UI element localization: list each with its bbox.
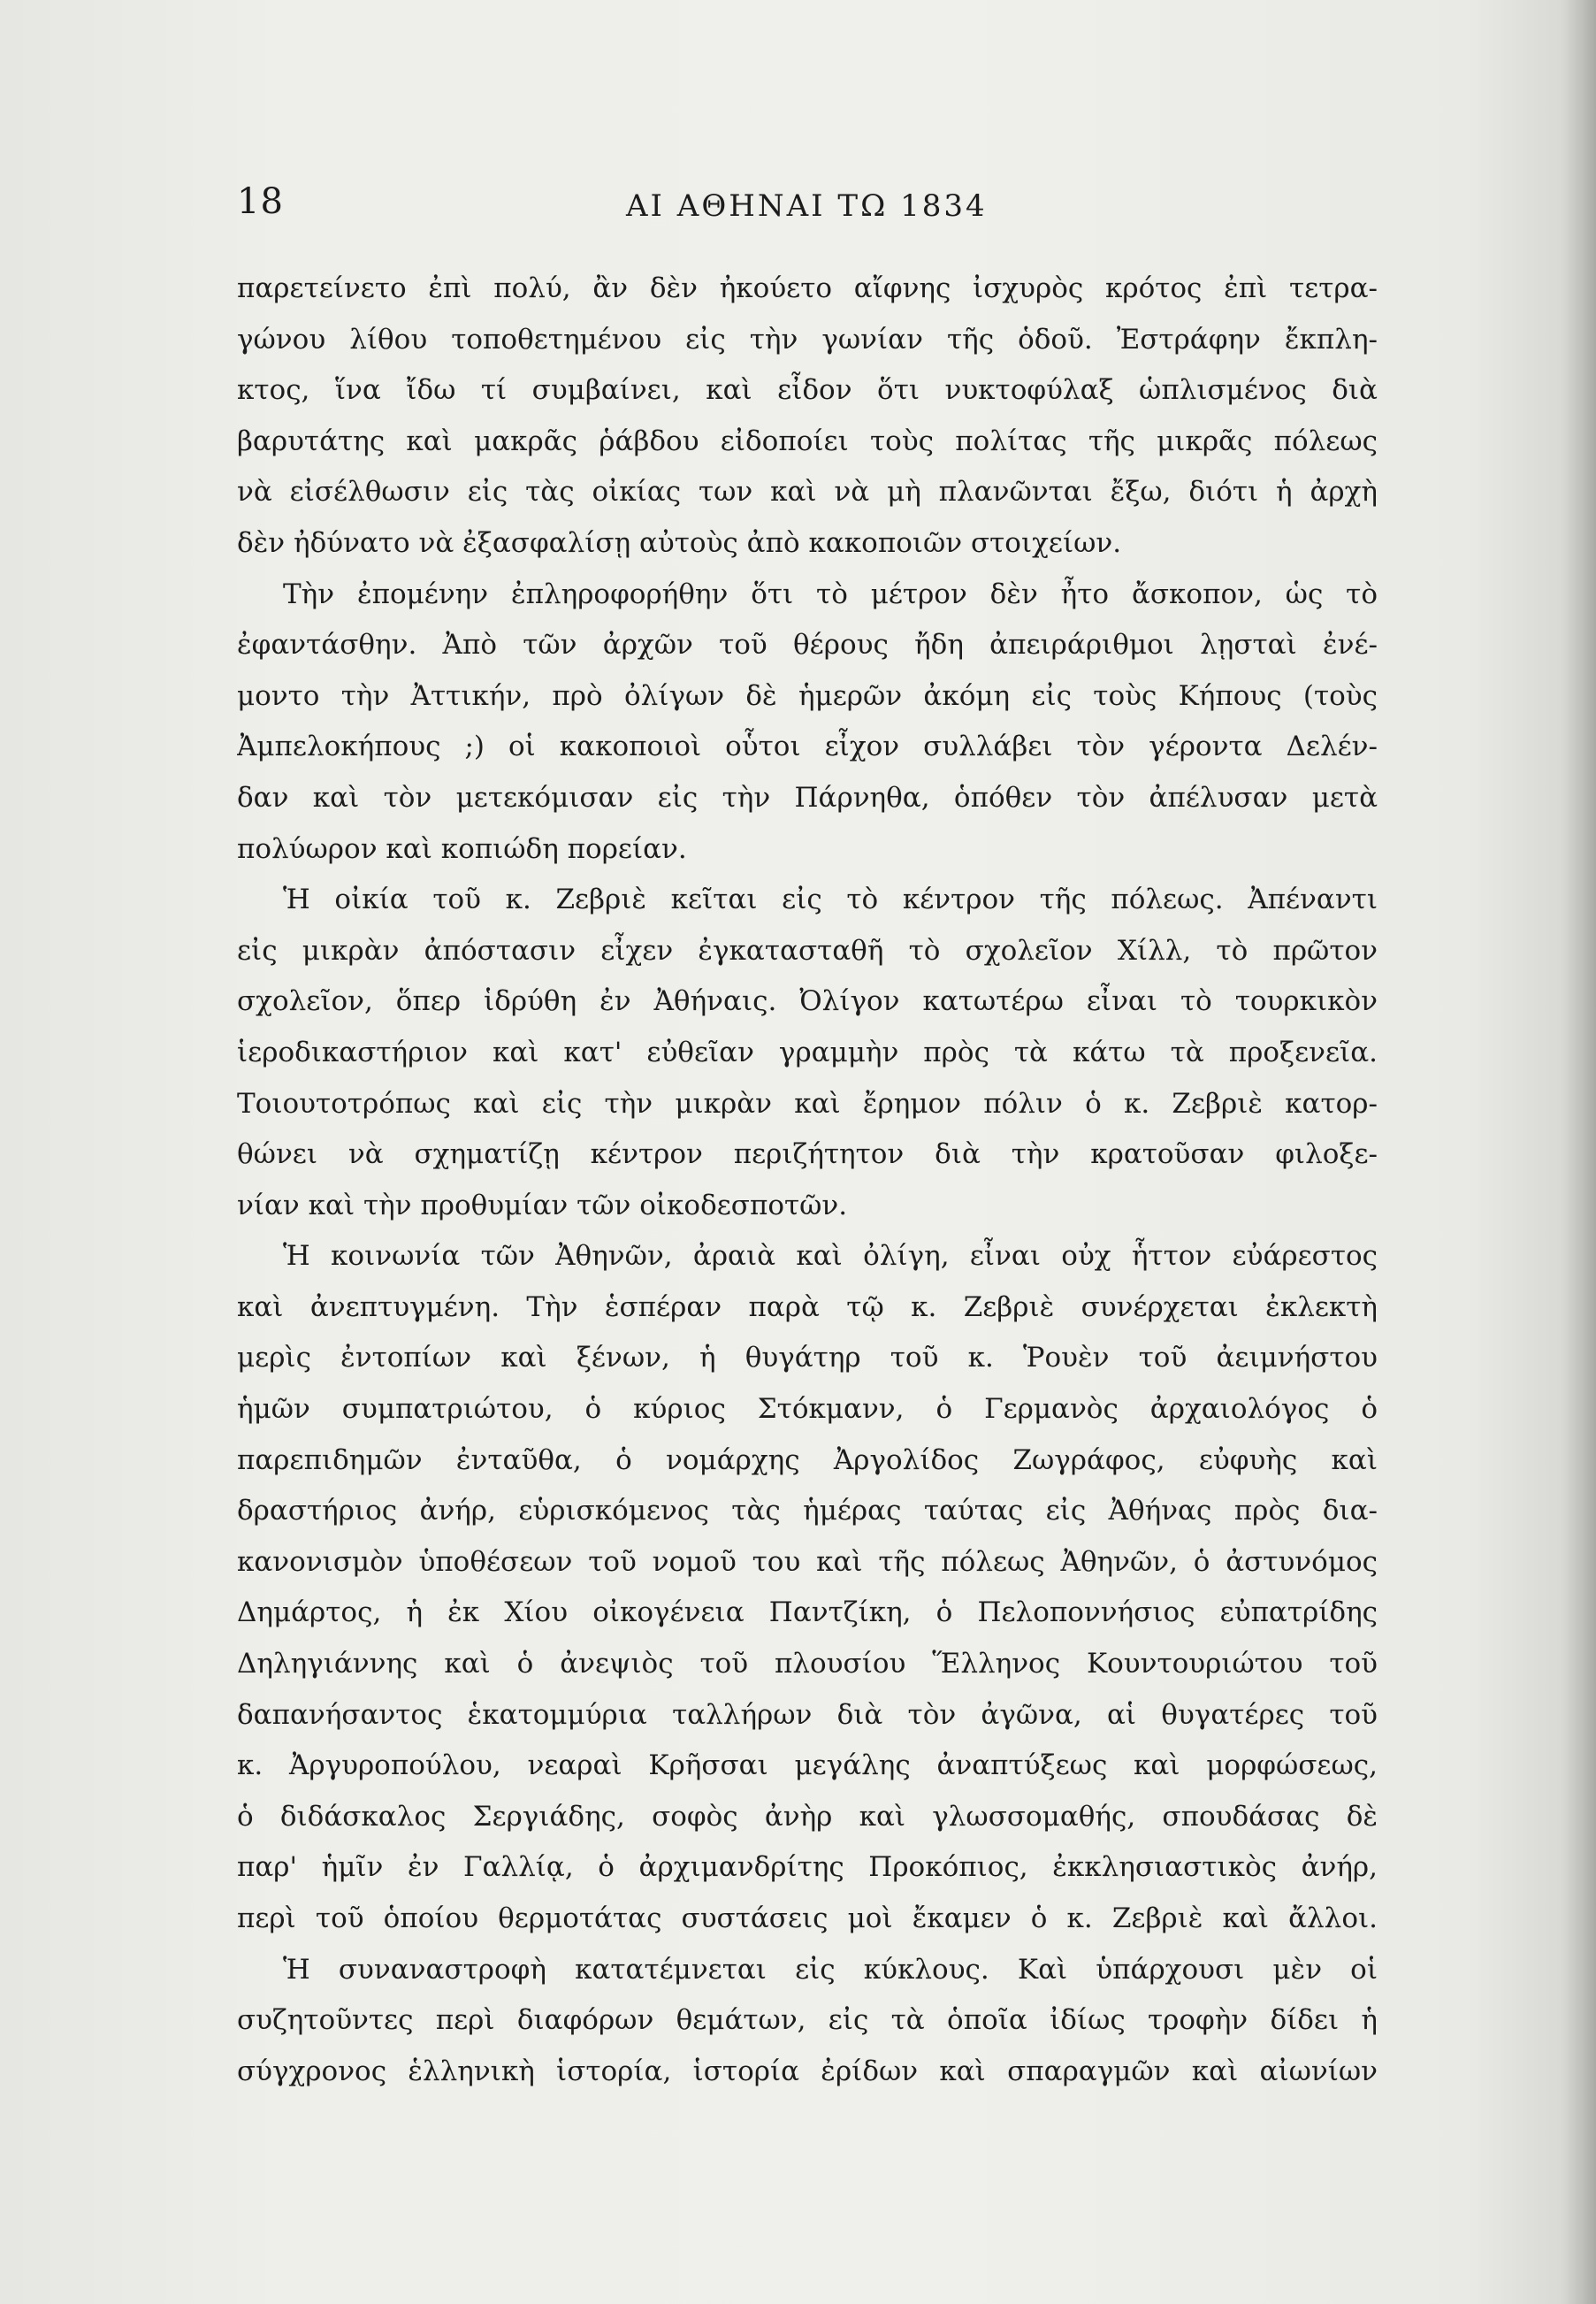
- page-number: 18: [237, 181, 284, 222]
- text-line: μερὶς ἐντοπίων καὶ ξένων, ἡ θυγάτηρ τοῦ κ. Ῥουὲν τοῦ ἀειμνήστου: [237, 1342, 1378, 1374]
- text-line: κ. Ἀργυροπούλου, νεαραὶ Κρῆσσαι μεγάλης ἀναπτύξεως καὶ μορφώσεως,: [237, 1749, 1378, 1782]
- text-line: περὶ τοῦ ὁποίου θερμοτάτας συστάσεις μοὶ ἔκαμεν ὁ κ. Ζεβριὲ καὶ ἄλλοι.: [237, 1902, 1378, 1934]
- text-line: κανονισμὸν ὑποθέσεων τοῦ νομοῦ του καὶ τῆς πόλεως Ἀθηνῶν, ὁ ἀστυνόμος: [237, 1545, 1378, 1578]
- text-line: γώνου λίθου τοποθετημένου εἰς τὴν γωνίαν τῆς ὁδοῦ. Ἐστράφην ἔκπλη-: [237, 323, 1378, 356]
- text-line: Ἡ συναναστροφὴ κατατέμνεται εἰς κύκλους. Καὶ ὑπάρχουσι μὲν οἱ: [283, 1953, 1378, 1986]
- text-line: δαν καὶ τὸν μετεκόμισαν εἰς τὴν Πάρνηθα, ὁπόθεν τὸν ἀπέλυσαν μετὰ: [237, 781, 1378, 814]
- text-line: Ἀμπελοκήπους ;) οἱ κακοποιοὶ οὗτοι εἶχον συλλάβει τὸν γέροντα Δελέν-: [237, 731, 1378, 763]
- text-line: συζητοῦντες περὶ διαφόρων θεμάτων, εἰς τὰ ὁποῖα ἰδίως τροφὴν δίδει ἡ: [237, 2004, 1378, 2037]
- text-line: ἡμῶν συμπατριώτου, ὁ κύριος Στόκμανν, ὁ Γερμανὸς ἀρχαιολόγος ὁ: [237, 1393, 1378, 1426]
- text-line: Ἡ οἰκία τοῦ κ. Ζεβριὲ κεῖται εἰς τὸ κέντρον τῆς πόλεως. Ἀπέναντι: [283, 884, 1378, 916]
- text-line: καὶ ἀνεπτυγμένη. Τὴν ἑσπέραν παρὰ τῷ κ. Ζεβριὲ συνέρχεται ἐκλεκτὴ: [237, 1290, 1378, 1323]
- binding-shadow: [1561, 0, 1596, 2304]
- text-line: δραστήριος ἀνήρ, εὑρισκόμενος τὰς ἡμέρας ταύτας εἰς Ἀθήνας πρὸς δια-: [237, 1495, 1378, 1527]
- text-line: Δηληγιάννης καὶ ὁ ἀνεψιὸς τοῦ πλουσίου Ἕλληνος Κουντουριώτου τοῦ: [237, 1648, 1378, 1680]
- running-title: ΑΙ ΑΘΗΝΑΙ ΤΩ 1834: [626, 188, 988, 224]
- text-line: μοντο τὴν Ἀττικήν, πρὸ ὀλίγων δὲ ἡμερῶν ἀκόμη εἰς τοὺς Κήπους (τοὺς: [237, 679, 1378, 712]
- text-line: κτος, ἵνα ἴδω τί συμβαίνει, καὶ εἶδον ὅτι νυκτοφύλαξ ὡπλισμένος διὰ: [237, 374, 1378, 407]
- text-line: δὲν ἠδύνατο νὰ ἐξασφαλίσῃ αὐτοὺς ἀπὸ κακοποιῶν στοιχείων.: [237, 526, 1122, 559]
- text-line: εἰς μικρὰν ἀπόστασιν εἶχεν ἐγκατασταθῆ τὸ σχολεῖον Χίλλ, τὸ πρῶτον: [237, 934, 1378, 967]
- text-line: σχολεῖον, ὅπερ ἱδρύθη ἐν Ἀθήναις. Ὀλίγον κατωτέρω εἶναι τὸ τουρκικὸν: [237, 985, 1378, 1018]
- text-line: Ἡ κοινωνία τῶν Ἀθηνῶν, ἀραιὰ καὶ ὀλίγη, εἶναι οὐχ ἧττον εὐάρεστος: [283, 1240, 1378, 1273]
- text-line: ἐφαντάσθην. Ἀπὸ τῶν ἀρχῶν τοῦ θέρους ἤδη ἀπειράριθμοι λῃσταὶ ἐνέ-: [237, 629, 1378, 662]
- text-line: παρετείνετο ἐπὶ πολύ, ἂν δὲν ἠκούετο αἴφνης ἰσχυρὸς κρότος ἐπὶ τετρα-: [237, 272, 1378, 304]
- text-line: βαρυτάτης καὶ μακρᾶς ῥάβδου εἰδοποίει τοὺς πολίτας τῆς μικρᾶς πόλεως: [237, 425, 1378, 457]
- text-line: Τοιουτοτρόπως καὶ εἰς τὴν μικρὰν καὶ ἔρημον πόλιν ὁ κ. Ζεβριὲ κατορ-: [237, 1087, 1378, 1120]
- text-line: θώνει νὰ σχηματίζῃ κέντρον περιζήτητον διὰ τὴν κρατοῦσαν φιλοξε-: [237, 1138, 1378, 1171]
- text-line: παρεπιδημῶν ἐνταῦθα, ὁ νομάρχης Ἀργολίδος Ζωγράφος, εὐφυὴς καὶ: [237, 1443, 1378, 1476]
- body-text: [237, 264, 1378, 2097]
- text-line: σύγχρονος ἑλληνικὴ ἱστορία, ἱστορία ἐρίδων καὶ σπαραγμῶν καὶ αἰωνίων: [237, 2055, 1378, 2087]
- text-line: Τὴν ἐπομένην ἐπληροφορήθην ὅτι τὸ μέτρον δὲν ἦτο ἄσκοπον, ὡς τὸ: [283, 578, 1378, 610]
- text-line: ὁ διδάσκαλος Σεργιάδης, σοφὸς ἀνὴρ καὶ γλωσσομαθής, σπουδάσας δὲ: [237, 1800, 1378, 1833]
- page-header: [237, 181, 1378, 234]
- text-line: νὰ εἰσέλθωσιν εἰς τὰς οἰκίας των καὶ νὰ μὴ πλανῶνται ἔξω, διότι ἡ ἀρχὴ: [237, 476, 1378, 509]
- text-line: πολύωρον καὶ κοπιώδη πορείαν.: [237, 832, 687, 865]
- text-line: δαπανήσαντος ἑκατομμύρια ταλλήρων διὰ τὸν ἀγῶνα, αἱ θυγατέρες τοῦ: [237, 1698, 1378, 1731]
- text-line: παρ' ἡμῖν ἐν Γαλλίᾳ, ὁ ἀρχιμανδρίτης Προκόπιος, ἐκκλησιαστικὸς ἀνήρ,: [237, 1851, 1378, 1884]
- text-line: νίαν καὶ τὴν προθυμίαν τῶν οἰκοδεσποτῶν.: [237, 1189, 848, 1221]
- text-line: ἱεροδικαστήριον καὶ κατ' εὐθεῖαν γραμμὴν πρὸς τὰ κάτω τὰ προξενεῖα.: [237, 1036, 1378, 1068]
- text-line: Δημάρτος, ἡ ἐκ Χίου οἰκογένεια Παντζίκη, ὁ Πελοποννήσιος εὐπατρίδης: [237, 1596, 1378, 1629]
